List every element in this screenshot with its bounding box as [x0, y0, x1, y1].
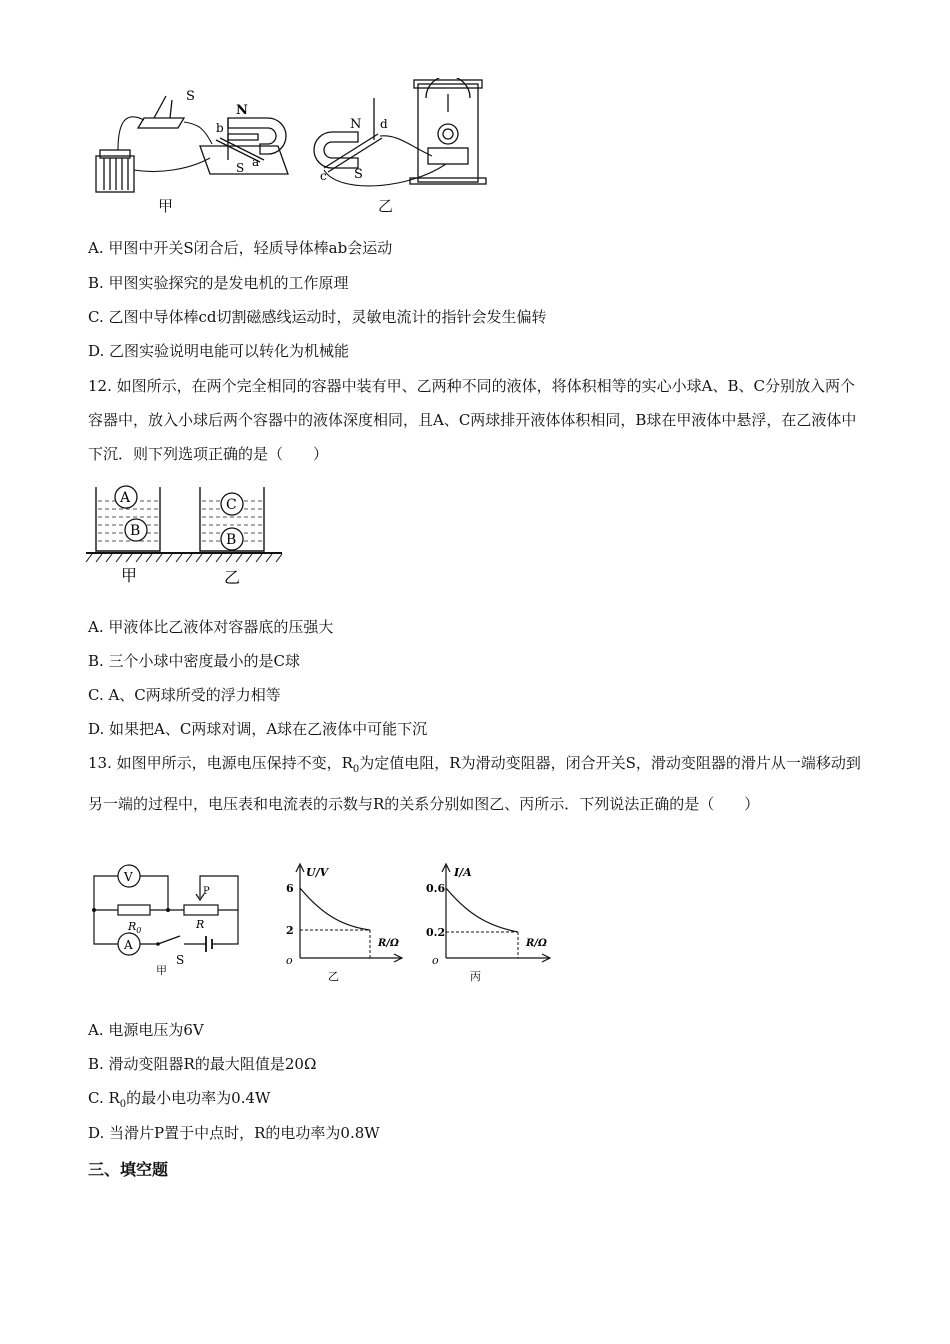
ground-hatching: [86, 554, 282, 562]
q13-option-c: C. $R_0$的最小电功率为0.4W: [88, 1089, 271, 1110]
switch-illustration: [138, 96, 184, 128]
resistor-r: [184, 905, 218, 915]
switch-label: S: [186, 89, 195, 104]
q12-label-left: 甲: [121, 566, 138, 585]
u-graph-xlabel: R/Ω: [378, 938, 399, 949]
end-c-label: c: [320, 169, 327, 183]
u-graph-origin: o: [286, 954, 293, 967]
q13-graph-i: [424, 860, 558, 984]
q11-option-b: B. 甲图实验探究的是发电机的工作原理: [88, 274, 349, 292]
i-graph-origin: o: [432, 954, 439, 967]
q13-graph-u: [280, 860, 410, 984]
q12-option-c: C. A、C两球所受的浮力相等: [88, 686, 281, 704]
q13-option-a: A. 电源电压为6V: [88, 1021, 204, 1039]
u-graph-caption: 乙: [328, 970, 339, 983]
i-graph-ylabel: I/A: [454, 866, 472, 879]
q12-label-right: 乙: [224, 568, 241, 587]
south-pole-label-right: S: [354, 167, 363, 182]
south-pole-label-left: S: [236, 161, 245, 175]
r-label: R: [196, 918, 205, 931]
q12-stem: 12. 如图所示，在两个完全相同的容器中装有甲、乙两种不同的液体，将体积相等的实心小球A、B、C分别放入两个容器中，放入小球后两个容器中的液体深度相同，且A、C两球排开液体体积相同，B球在甲液体中悬浮，在乙液体中下沉．则下列选项正确的是（ ）: [88, 377, 857, 463]
u-graph-tick-low: 2: [286, 924, 294, 937]
u-graph-tick-high: 6: [286, 882, 294, 895]
battery-illustration: [96, 150, 134, 192]
fig11-caption-right: 乙: [378, 197, 394, 215]
q13-option-b: B. 滑动变阻器R的最大阻值是20Ω: [88, 1055, 317, 1073]
end-d-label: d: [380, 117, 388, 131]
q13-option-d: D. 当滑片P置于中点时，R的电功率为0.8W: [88, 1124, 380, 1142]
q12-option-a: A. 甲液体比乙液体对容器底的压强大: [88, 618, 334, 636]
q12-option-b: B. 三个小球中密度最小的是C球: [88, 652, 301, 670]
q11-figure: [88, 78, 508, 218]
voltmeter-label: V: [124, 870, 133, 884]
galvanometer-illustration: [410, 78, 486, 184]
switch-s-label: S: [176, 953, 185, 967]
q12-figure: [84, 483, 284, 591]
end-a-label: a: [252, 155, 260, 169]
i-graph-tick-low: 0.2: [426, 926, 446, 939]
q13-circuit-figure: [88, 860, 248, 978]
i-graph-curve: [446, 888, 518, 932]
slider-label: P: [203, 886, 210, 897]
i-graph-caption: 丙: [470, 970, 481, 983]
fig11-caption-left: 甲: [158, 197, 174, 215]
ball-label-b-left: B: [130, 523, 141, 539]
q11-option-c: C. 乙图中导体棒cd切割磁感线运动时，灵敏电流计的指针会发生偏转: [88, 308, 547, 326]
circuit-caption: 甲: [156, 964, 167, 977]
u-graph-curve: [300, 888, 370, 930]
r0-label: $R_0$: [128, 920, 142, 935]
q11-option-d: D. 乙图实验说明电能可以转化为机械能: [88, 342, 350, 360]
q13-stem: 13. 如图甲所示，电源电压保持不变，$R_0$为定值电阻，R为滑动变阻器，闭合开关S，滑动变阻器的滑片从一端移动到另一端的过程中，电压表和电流表的示数与R的关系分别如图乙、丙所示．下列说法正确的是（ ）: [88, 754, 861, 813]
ball-label-c: C: [226, 497, 237, 513]
ball-label-a: A: [120, 490, 131, 506]
magnet-illustration-right: [314, 98, 382, 172]
ball-label-b-right: B: [226, 532, 237, 548]
u-graph-ylabel: U/V: [306, 866, 329, 879]
section-title: 三、填空题: [88, 1160, 169, 1179]
q11-option-a: A. 甲图中开关S闭合后，轻质导体棒ab会运动: [88, 239, 393, 257]
north-pole-label-left: N: [236, 103, 248, 118]
i-graph-tick-high: 0.6: [426, 882, 446, 895]
i-graph-xlabel: R/Ω: [526, 938, 547, 949]
north-pole-label-right: N: [350, 117, 362, 132]
end-b-label: b: [216, 121, 224, 135]
resistor-r0: [118, 905, 150, 915]
q12-option-d: D. 如果把A、C两球对调，A球在乙液体中可能下沉: [88, 720, 428, 738]
ammeter-label: A: [124, 938, 133, 952]
